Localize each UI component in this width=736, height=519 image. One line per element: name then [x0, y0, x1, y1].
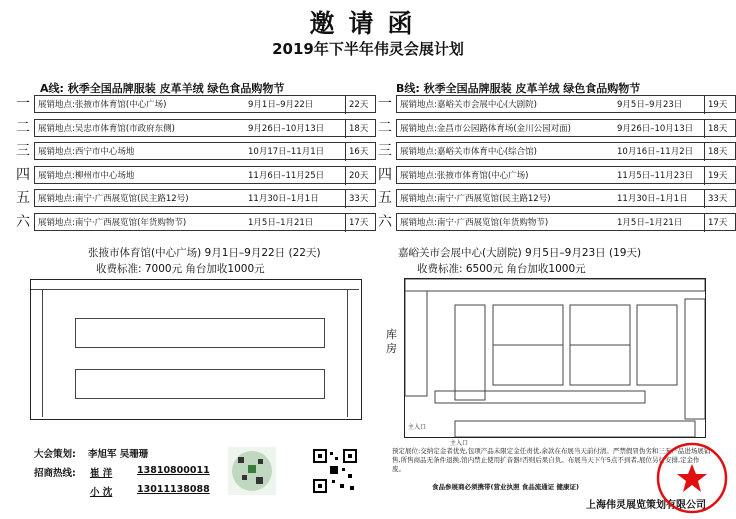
dates-text: 1月5日–1月21日 — [617, 217, 683, 228]
days-text: 18天 — [704, 120, 727, 138]
venue-text: 展销地点:南宁·广西展览馆(年货购物节) — [38, 217, 187, 228]
dates-text: 9月26日–10月13日 — [617, 123, 694, 134]
schedule-box — [34, 142, 376, 160]
schedule-row — [376, 166, 736, 185]
dates-text: 9月5日–9月23日 — [617, 100, 683, 110]
schedule-row — [14, 142, 378, 161]
qr-code — [312, 448, 358, 494]
wechat-qr-code — [228, 447, 276, 495]
schedule-box — [396, 189, 736, 207]
venue-text: 展销地点:嘉峪关市体育中心(综合馆) — [400, 147, 537, 157]
days-text: 17天 — [345, 214, 368, 232]
exhibition-rules: 预定展位:交纳定金者优先,包项产品未限定金任责优,余款在布展当天前付清。严禁假冒伪劣和三无产品进场展销售,所售商品无条件退换,馆内禁止使用扩音器!否则后果自负。布展当天下午5点不到者,展位另行安排,定金作废。 — [392, 447, 711, 473]
row-index: 二 — [16, 119, 30, 136]
right-venue-title: 嘉峪关市会展中心(大剧院) 9月5日–9月23日 (19天) — [398, 247, 642, 259]
right-venue-fee: 收费标准: 6500元 角台加收1000元 — [417, 263, 586, 275]
venue-text: 展销地点:西宁市中心场地 — [38, 147, 135, 157]
row-index: 一 — [378, 96, 392, 112]
row-index: 六 — [16, 213, 30, 230]
schedule-box — [34, 189, 376, 207]
schedule-row — [376, 95, 736, 114]
entrance-label-1: 主入口 — [408, 424, 427, 431]
days-text: 33天 — [704, 190, 727, 208]
line-a-title: A线: 秋季全国品牌服装 皮革羊绒 绿色食品购物节 — [40, 82, 285, 95]
schedule-row — [14, 119, 378, 138]
right-booth-column — [347, 290, 359, 417]
center-booth-block-1 — [75, 318, 325, 348]
page-subtitle: 2019年下半年伟灵会展计划 — [272, 40, 464, 58]
contact-1-name: 崔 洋 — [90, 468, 113, 479]
dates-text: 10月17日–11月1日 — [248, 147, 325, 157]
schedule-box — [34, 119, 376, 137]
right-floor-plan-drawing — [405, 279, 705, 437]
hotline-label: 招商热线: — [34, 468, 76, 479]
company-name: 上海伟灵展览策划有限公司 — [586, 500, 706, 511]
schedule-box — [396, 213, 736, 231]
days-text: 19天 — [704, 96, 727, 114]
schedule-row — [376, 189, 736, 208]
schedule-box — [396, 166, 736, 184]
left-floor-plan — [30, 279, 362, 420]
row-index: 三 — [378, 143, 392, 159]
dates-text: 9月26日–10月13日 — [248, 123, 325, 134]
venue-text: 展销地点:南宁·广西展览馆(民主路12号) — [38, 194, 189, 204]
schedule-box — [34, 95, 376, 113]
row-index: 六 — [378, 213, 392, 230]
schedule-box — [396, 119, 736, 137]
row-index: 五 — [378, 190, 392, 206]
row-index: 一 — [16, 96, 30, 112]
contact-2-phone: 13011138088 — [137, 484, 210, 495]
venue-text: 展销地点:张掖市体育馆(中心广场) — [400, 170, 529, 181]
days-text: 17天 — [704, 214, 727, 232]
dates-text: 11月30日–1月1日 — [248, 194, 319, 204]
row-index: 四 — [378, 166, 392, 183]
row-index: 三 — [16, 143, 30, 159]
storage-label: 库房 — [386, 328, 397, 355]
days-text: 19天 — [704, 167, 727, 185]
row-index: 五 — [16, 190, 30, 206]
days-text: 20天 — [345, 167, 368, 185]
days-text: 18天 — [704, 143, 727, 161]
page-title: 邀请函 — [309, 9, 427, 38]
schedule-row — [376, 119, 736, 138]
dates-text: 11月30日–1月1日 — [617, 194, 688, 204]
venue-text: 展销地点:南宁·广西展览馆(年货购物节) — [400, 217, 549, 228]
contact-2-name: 小 沈 — [90, 487, 113, 498]
top-booth-row — [31, 280, 359, 290]
company-seal-stamp — [654, 440, 730, 516]
dates-text: 10月16日–11月2日 — [617, 147, 694, 157]
venue-text: 展销地点:张掖市体育馆(中心广场) — [38, 100, 167, 110]
center-booth-block-2 — [75, 369, 325, 399]
schedule-row — [376, 213, 736, 232]
row-index: 四 — [16, 166, 30, 183]
left-venue-fee: 收费标准: 7000元 角台加收1000元 — [96, 263, 265, 275]
schedule-box — [34, 166, 376, 184]
dates-text: 9月1日–9月22日 — [248, 100, 314, 110]
row-index: 二 — [378, 119, 392, 136]
venue-text: 展销地点:金昌市公园路体育场(金川公园对面) — [400, 123, 571, 134]
venue-text: 展销地点:吴忠市体育馆(市政府东侧) — [38, 123, 175, 134]
right-floor-plan — [404, 278, 706, 438]
schedule-box — [396, 142, 736, 160]
food-requirements: 食品参展商必须携带(营业执照 食品流通证 健康证) — [432, 483, 579, 491]
schedule-row — [14, 213, 378, 232]
entrance-label-2: 主入口 — [450, 440, 469, 447]
venue-text: 展销地点:嘉峪关市会展中心(大剧院) — [400, 100, 537, 110]
planner-names: 李旭军 吴珊珊 — [88, 449, 149, 460]
dates-text: 11月5日–11月23日 — [617, 170, 694, 181]
days-text: 33天 — [345, 190, 368, 208]
line-b-title: B线: 秋季全国品牌服装 皮革羊绒 绿色食品购物节 — [396, 82, 641, 95]
schedule-box — [396, 95, 736, 113]
schedule-row — [14, 166, 378, 185]
dates-text: 11月6日–11月25日 — [248, 170, 325, 181]
schedule-box — [34, 213, 376, 231]
schedule-row — [14, 95, 378, 114]
days-text: 18天 — [345, 120, 368, 138]
days-text: 16天 — [345, 143, 368, 161]
left-venue-title: 张掖市体育馆(中心广场) 9月1日–9月22日 (22天) — [88, 247, 321, 259]
dates-text: 1月5日–1月21日 — [248, 217, 314, 228]
schedule-row — [14, 189, 378, 208]
days-text: 22天 — [345, 96, 368, 114]
schedule-row — [376, 142, 736, 161]
venue-text: 展销地点:柳州市中心场地 — [38, 170, 135, 181]
venue-text: 展销地点:南宁·广西展览馆(民主路12号) — [400, 194, 551, 204]
planner-label: 大会策划: — [34, 449, 76, 460]
contact-1-phone: 13810800011 — [137, 465, 210, 476]
left-booth-column — [31, 290, 43, 417]
